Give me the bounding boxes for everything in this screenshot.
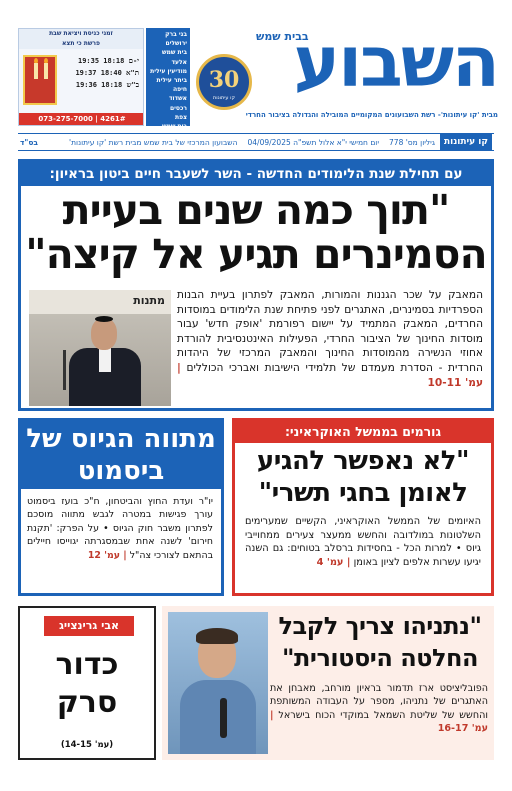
- main-body-text: המאבק על שכר הגננות והמורות, המאבק לפתרון בעיית הבנות הספרדיות בסמינרים, האתגרים לפני פתיחת שנת הלימודים במוסדות החרדים, המאבק המתמיד על יישום רפורמת 'אופק חדש' עבור מוסדות החינוך של הציבור החרדי, הפעילות האינטנסיבית להורדת אחוזי הנשירה מהמוסדות החינוך והמאבק המרכזי של היהדות החרדית - הסדרת מעמדם של תלמידי הישיבות ואברכי הכוללים: [177, 289, 483, 374]
- issue-info-bar: [18, 133, 494, 151]
- issue-number: גיליון מס' 778: [389, 137, 435, 147]
- ad-phone: 073-275-7000 | 4261#: [19, 113, 144, 125]
- netanyahu-story-body: [270, 682, 488, 736]
- opinion-column[interactable]: [18, 606, 156, 760]
- netanyahu-story[interactable]: [162, 606, 494, 760]
- draft-page-ref[interactable]: | עמ' 12: [87, 549, 127, 561]
- main-kicker: עם תחילת שנת הלימודים החדשה - השר לשעבר חיים ביטון בראיון:: [21, 162, 491, 186]
- netanyahu-page-ref[interactable]: | עמ' 16-17: [270, 709, 488, 735]
- photo-sign-text: מתנות: [133, 294, 165, 307]
- uman-kicker: גורמים בממשל האוקראיני:: [235, 421, 491, 443]
- netanyahu-story-photo[interactable]: [168, 612, 268, 754]
- uman-body-text: האיומים של הממשל האוקראיני, הקשיים שמערימים השלטונות במולדובה והחשש ממעצר צעירים ממחוייבי גיוס • למרות הכל - בחסידות ברסלב בטוחים: גם השנה יגיעו עשרות אלפים לציון באומן: [245, 516, 481, 569]
- main-story-photo[interactable]: [29, 290, 171, 406]
- bsd-mark: בס"ד: [20, 137, 38, 147]
- candle-lighting-times: 19:35 18:18 י-ם 19:37 18:40 ת"א 19:36 18:18 ב"ש: [75, 57, 139, 89]
- tagline: מבית 'קו עיתונות'- רשת השבועונים המקומיים המובילה והגדולה בציבור החרדי: [245, 111, 498, 119]
- 30-years-seal: [196, 54, 252, 110]
- draft-headline[interactable]: מתווה הגיוס של ביסמוט: [21, 421, 221, 489]
- column-title[interactable]: כדור סרק: [55, 647, 119, 720]
- uman-story-body: [245, 515, 481, 570]
- draft-story[interactable]: [18, 418, 224, 596]
- main-page-ref[interactable]: | עמ' 10-11: [177, 361, 483, 389]
- uman-headline[interactable]: "לא נאפשר להגיע לאומן בחגי תשרי": [256, 446, 470, 508]
- masthead: [10, 21, 502, 132]
- netanyahu-body-text: הפובליציסט ארז תדמור בראיון מורחב, מאבחן את האתגרים של נתניהו, מספר על העבודה המשותפת והחשש של שליטת השמאל במוקדי הכוח בישראל: [270, 683, 488, 721]
- seal-number: 30: [208, 67, 240, 93]
- newspaper-logo[interactable]: [252, 21, 498, 106]
- uman-page-ref[interactable]: | עמ' 4: [316, 557, 351, 569]
- uman-story[interactable]: [232, 418, 494, 596]
- publisher-tag: קו עיתונות: [440, 134, 492, 150]
- logo-sub: בבית שמש: [256, 30, 309, 43]
- seal-label: קו עיתונות: [212, 95, 236, 101]
- ad-title: זמני כניסת ויציאת שבת פרשת כי תצא: [19, 29, 143, 49]
- main-story[interactable]: [18, 159, 494, 411]
- issue-description: השבועון המרכזי של בית שמש מבית רשת 'קו עיתונות': [69, 137, 238, 147]
- draft-story-body: [27, 495, 213, 562]
- shabbat-times-ad[interactable]: [18, 28, 144, 126]
- main-story-body: [177, 288, 483, 390]
- column-author: אבי גרינצייג: [44, 616, 134, 636]
- draft-body-text: יו"ר ועדת החוץ והביטחון, ח"כ בועז ביסמוט עורך פגישות במטרה לגבש מתווה מוסכם לפתרון משבר חוק הגיוס • על הפרק: 'תקנת חירום' לשנה אחת שבמסגרתה יגוייסו חיילים בהתאם לצורכי צה"ל: [27, 496, 213, 561]
- column-page-ref[interactable]: (עמ' 14-15): [60, 740, 114, 750]
- logo-text: השבוע: [293, 21, 498, 103]
- issue-date: יום חמישי י"א אלול תשפ"ה 04/09/2025: [247, 137, 380, 147]
- main-headline[interactable]: "תוך כמה שנים בעיית הסמינרים תגיע אל קיצה": [25, 186, 487, 278]
- city-list: בני ברק ירושלים בית שמש אלעד מודיעין עילית ביתר עילית חיפה אשדוד רכסים צפת בית שמש: [146, 28, 190, 126]
- netanyahu-headline[interactable]: "נתניהו צריך לקבל החלטה היסטורית": [278, 612, 482, 672]
- shabbat-candles-icon: [23, 55, 57, 105]
